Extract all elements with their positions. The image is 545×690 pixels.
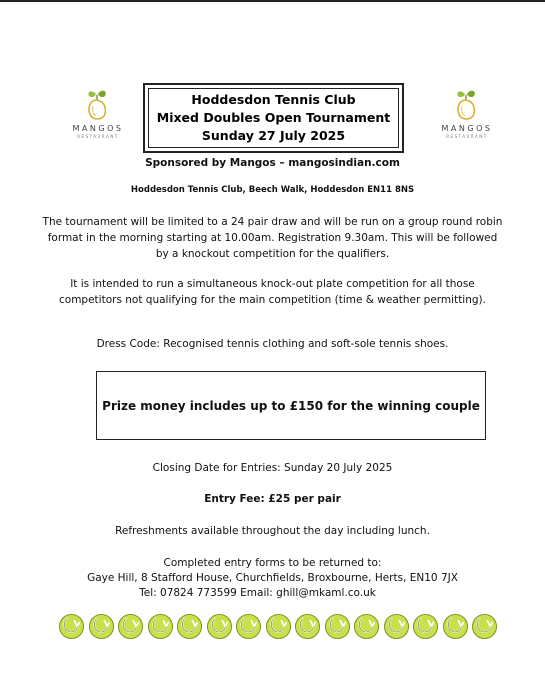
- prize-box: [96, 371, 486, 440]
- tennis-ball-icon: [235, 613, 262, 640]
- tennis-ball-icon: [176, 613, 203, 640]
- mangos-logo-left: [63, 88, 133, 152]
- tennis-ball-row: [58, 613, 498, 647]
- tournament-date: Sunday 27 July 2025: [201, 128, 346, 143]
- plate-paragraph: [0, 276, 545, 308]
- mangos-logo-right: [432, 88, 502, 152]
- top-border-line: [0, 0, 545, 2]
- tennis-ball-icon: [383, 613, 410, 640]
- tennis-ball-icon: [147, 613, 174, 640]
- format-line: The tournament will be limited to a 24 pair draw and will be run on a group round robin: [42, 216, 503, 228]
- tournament-name: Mixed Doubles Open Tournament: [156, 110, 391, 125]
- mango-icon: [81, 88, 115, 122]
- tennis-ball-icon: [88, 613, 115, 640]
- plate-line: It is intended to run a simultaneous knock-out plate competition for all those: [70, 278, 475, 290]
- tennis-ball-icon: [265, 613, 292, 640]
- logo-subtitle: RESTAURANT: [77, 134, 119, 139]
- tennis-ball-icon: [412, 613, 439, 640]
- return-address: Gaye Hill, 8 Stafford House, Churchfields, Broxbourne, Herts, EN10 7JX: [87, 572, 458, 584]
- return-instructions: Completed entry forms to be returned to:: [163, 557, 382, 569]
- tennis-ball-icon: [294, 613, 321, 640]
- mango-icon: [450, 88, 484, 122]
- refreshments: Refreshments available throughout the day including lunch.: [115, 525, 430, 537]
- title-box: [143, 83, 404, 153]
- logo-subtitle: RESTAURANT: [446, 134, 488, 139]
- tennis-ball-icon: [353, 613, 380, 640]
- prize-text: Prize money includes up to £150 for the winning couple: [102, 398, 480, 413]
- tennis-ball-icon: [324, 613, 351, 640]
- sponsor-line: Sponsored by Mangos – mangosindian.com: [145, 157, 400, 169]
- title-box-inner: [148, 88, 399, 148]
- dress-code: Dress Code: Recognised tennis clothing and soft-sole tennis shoes.: [96, 338, 449, 350]
- format-line: by a knockout competition for the qualifiers.: [155, 248, 390, 260]
- logo-name: MANGOS: [441, 124, 493, 133]
- tennis-ball-icon: [206, 613, 233, 640]
- venue-address: Hoddesdon Tennis Club, Beech Walk, Hoddesdon EN11 8NS: [130, 185, 415, 195]
- format-paragraph: [0, 214, 545, 262]
- tennis-ball-icon: [117, 613, 144, 640]
- tennis-ball-icon: [471, 613, 498, 640]
- tennis-ball-icon: [442, 613, 469, 640]
- closing-date: Closing Date for Entries: Sunday 20 July 2025: [152, 462, 393, 474]
- plate-line: competitors not qualifying for the main competition (time & weather permitting).: [59, 294, 486, 306]
- entry-fee: [0, 493, 545, 505]
- entry-fee-text: Entry Fee: £25 per pair: [204, 493, 341, 505]
- tennis-ball-icon: [58, 613, 85, 640]
- logo-name: MANGOS: [72, 124, 124, 133]
- format-line: format in the morning starting at 10.00am. Registration 9.30am. This will be followed: [47, 232, 498, 244]
- club-name: Hoddesdon Tennis Club: [191, 92, 356, 107]
- contact-details: Tel: 07824 773599 Email: ghill@mkaml.co.uk: [139, 587, 376, 599]
